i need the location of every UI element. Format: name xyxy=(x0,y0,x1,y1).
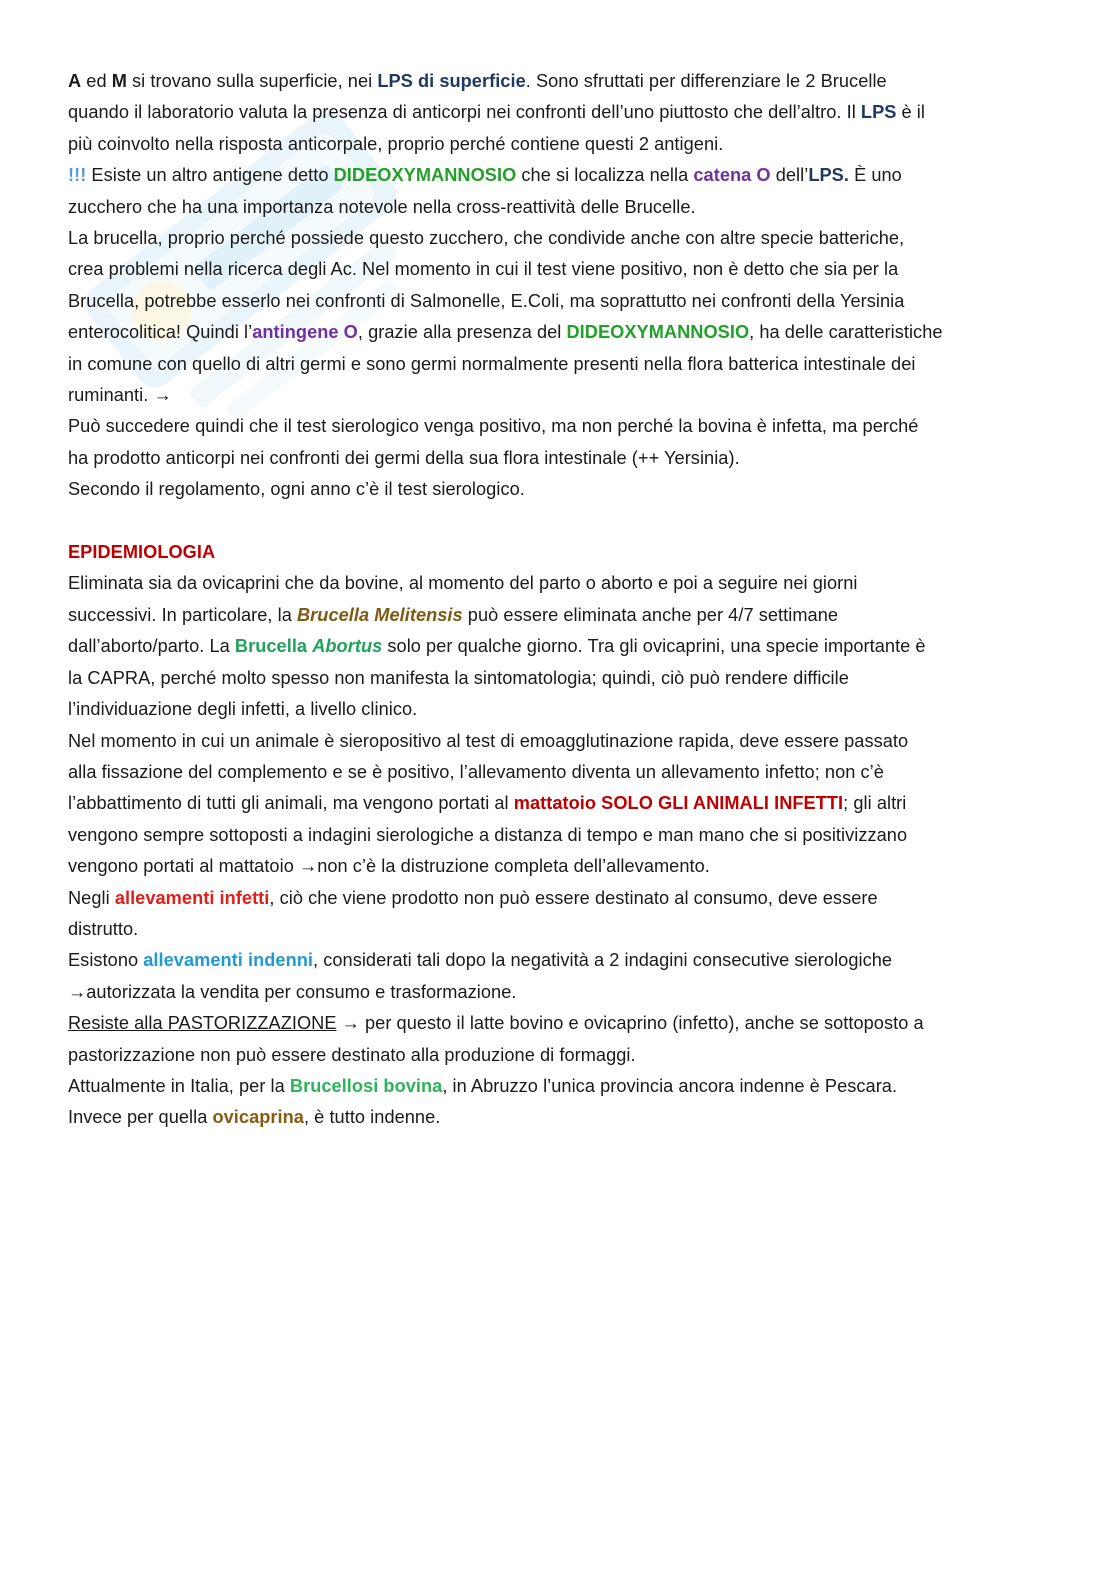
text-line: zucchero che ha una importanza notevole nella cross-reattività delle Brucelle. xyxy=(68,196,696,217)
text-line: Invece per quella ovicaprina, è tutto indenne. xyxy=(68,1107,441,1128)
text-line: Attualmente in Italia, per la Brucellosi bovina, in Abruzzo l’unica provincia ancora indenne è Pescara. xyxy=(68,1075,898,1096)
text-line: vengono sempre sottoposti a indagini sierologiche a distanza di tempo e man mano che si positivizzano xyxy=(68,824,908,845)
text-line: Eliminata sia da ovicaprini che da bovine, al momento del parto o aborto e poi a seguire nei giorni xyxy=(68,573,858,594)
text-line: dall’aborto/parto. La Brucella Abortus solo per qualche giorno. Tra gli ovicaprini, una specie importante è xyxy=(68,636,926,657)
text-line: successivi. In particolare, la Brucella Melitensis può essere eliminata anche per 4/7 settimane xyxy=(68,604,839,625)
text-line: quando il laboratorio valuta la presenza di anticorpi nei confronti dell’uno piuttosto che dell’altro. Il LPS è il xyxy=(68,102,925,123)
text-line: Esistono allevamenti indenni, considerati tali dopo la negatività a 2 indagini consecutive sierologiche xyxy=(68,950,893,971)
text-line: alla fissazione del complemento e se è positivo, l’allevamento diventa un allevamento infetto; non c’è xyxy=(68,761,884,782)
text-line: A ed M si trovano sulla superficie, nei LPS di superficie. Sono sfruttati per differenziare le 2 Brucelle xyxy=(68,71,887,91)
paragraph-gap xyxy=(68,506,1048,537)
text-line: La brucella, proprio perché possiede questo zucchero, che condivide anche con altre specie batteriche, xyxy=(68,228,905,249)
text-line: più coinvolto nella risposta anticorpale, proprio perché contiene questi 2 antigeni. xyxy=(68,133,724,154)
text-line: la CAPRA, perché molto spesso non manifesta la sintomatologia; quindi, ciò può rendere difficile xyxy=(68,667,849,688)
text-line: Brucella, potrebbe esserlo nei confronti di Salmonelle, E.Coli, ma soprattutto nei confronti della Yersinia xyxy=(68,290,905,311)
text-line: pastorizzazione non può essere destinato alla produzione di formaggi. xyxy=(68,1044,636,1065)
text-line: Può succedere quindi che il test sierologico venga positivo, ma non perché la bovina è infetta, ma perché xyxy=(68,416,919,437)
text-line: in comune con quello di altri germi e sono germi normalmente presenti nella flora batterica intestinale dei xyxy=(68,353,916,374)
text-line: Nel momento in cui un animale è sieropositivo al test di emoagglutinazione rapida, deve essere passato xyxy=(68,730,909,751)
text-line: distrutto. xyxy=(68,918,139,939)
text-line: →autorizzata la vendita per consumo e trasformazione. xyxy=(68,981,517,1002)
attention-mark: !!! xyxy=(68,165,87,186)
text-line: ha prodotto anticorpi nei confronti dei germi della sua flora intestinale (++ Yersinia). xyxy=(68,447,740,468)
text-line: enterocolitica! Quindi l’antingene O, grazie alla presenza del DIDEOXYMANNOSIO, ha delle caratteristiche xyxy=(68,322,943,343)
section-heading: EPIDEMIOLOGIA xyxy=(68,542,216,563)
text-line: !!! Esiste un altro antigene detto DIDEOXYMANNOSIO che si localizza nella catena O dell’LPS. È uno xyxy=(68,165,902,186)
text-line: Secondo il regolamento, ogni anno c’è il test sierologico. xyxy=(68,479,525,500)
text-line: ruminanti. → xyxy=(68,385,172,406)
text-line: vengono portati al mattatoio →non c’è la distruzione completa dell’allevamento. xyxy=(68,856,710,877)
text-line: crea problemi nella ricerca degli Ac. Nel momento in cui il test viene positivo, non è detto che sia per la xyxy=(68,259,899,280)
document-body xyxy=(68,66,1048,1134)
text-line: Negli allevamenti infetti, ciò che viene prodotto non può essere destinato al consumo, deve essere xyxy=(68,887,878,908)
text-line: l’abbattimento di tutti gli animali, ma vengono portati al mattatoio SOLO GLI ANIMALI INFETTI; gli altri xyxy=(68,793,907,814)
text-line: l’individuazione degli infetti, a livello clinico. xyxy=(68,699,418,720)
text-line: Resiste alla PASTORIZZAZIONE → per questo il latte bovino e ovicaprino (infetto), anche se sottoposto a xyxy=(68,1013,924,1034)
